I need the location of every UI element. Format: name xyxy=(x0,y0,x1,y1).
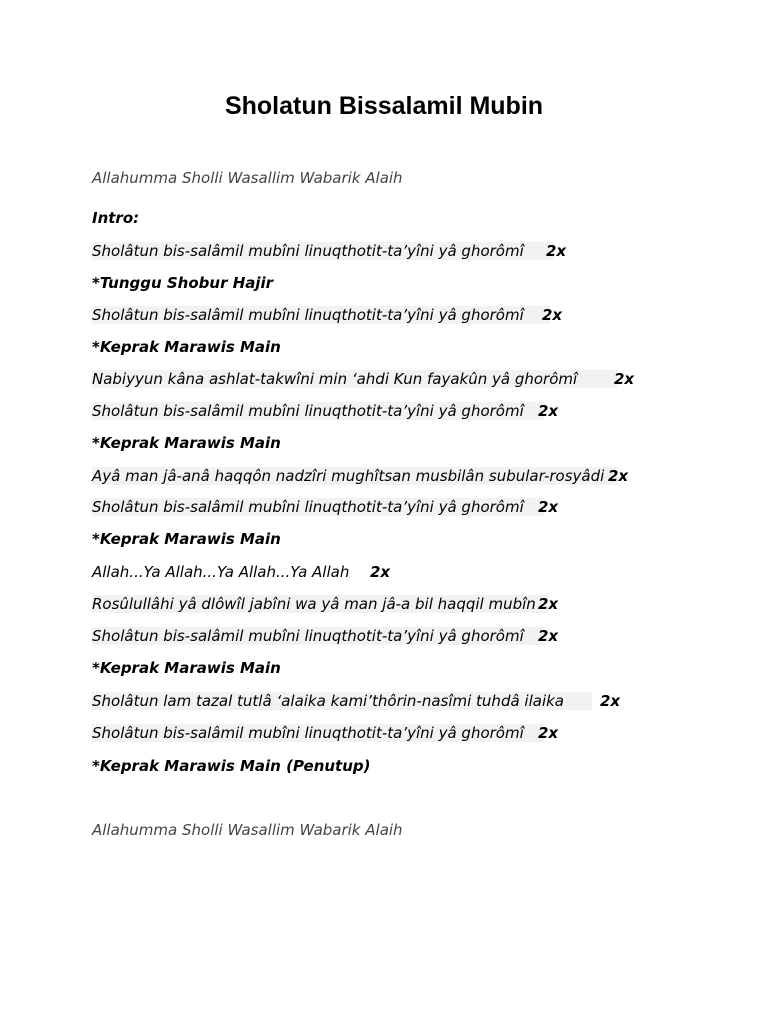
lyric-line xyxy=(92,401,559,421)
lyric-line xyxy=(92,305,563,325)
performance-note: *Keprak Marawis Main xyxy=(92,434,281,452)
lyric-line xyxy=(92,626,559,646)
lyric-line xyxy=(92,369,635,389)
performance-note: *Keprak Marawis Main xyxy=(92,659,281,677)
repeat-count: 2x xyxy=(542,306,563,324)
repeat-count: 2x xyxy=(538,724,559,742)
lyric-text: Sholâtun lam tazal tutlâ ‘alaika kami’thôrin-nasîmi tuhdâ ilaika xyxy=(92,692,592,710)
repeat-count: 2x xyxy=(546,242,567,260)
lyric-line xyxy=(92,723,559,743)
lyric-line xyxy=(92,241,567,261)
repeat-count: 2x xyxy=(538,498,559,516)
lyric-line xyxy=(92,691,621,711)
repeat-count: 2x xyxy=(614,370,635,388)
closing-invocation: Allahumma Sholli Wasallim Wabarik Alaih xyxy=(92,821,403,839)
performance-note: *Keprak Marawis Main xyxy=(92,530,281,548)
lyric-text: Nabiyyun kâna ashlat-takwîni min ‘ahdi Kun fayakûn yâ ghorômî xyxy=(92,370,617,388)
lyric-text: Sholâtun bis-salâmil mubîni linuqthotit-ta’yîni yâ ghorômî xyxy=(92,724,544,742)
performance-note: *Tunggu Shobur Hajir xyxy=(92,274,274,292)
repeat-count: 2x xyxy=(538,402,559,420)
performance-note: *Keprak Marawis Main xyxy=(92,338,281,356)
closing-note: *Keprak Marawis Main (Penutup) xyxy=(92,757,371,775)
lyric-line xyxy=(92,466,629,486)
lyric-text: Sholâtun bis-salâmil mubîni linuqthotit-ta’yîni yâ ghorômî xyxy=(92,306,550,324)
repeat-count: 2x xyxy=(370,563,391,581)
repeat-count: 2x xyxy=(608,467,629,485)
lyric-text: Sholâtun bis-salâmil mubîni linuqthotit-ta’yîni yâ ghorômî xyxy=(92,402,544,420)
lyric-text: Rosûlullâhi yâ dlôwîl jabîni wa yâ man jâ-a bil haqqil mubîn xyxy=(92,595,548,613)
lyric-text: Sholâtun bis-salâmil mubîni linuqthotit-ta’yîni yâ ghorômî xyxy=(92,498,544,516)
lyric-line xyxy=(92,562,391,582)
document-title: Sholatun Bissalamil Mubin xyxy=(224,92,544,120)
repeat-count: 2x xyxy=(538,595,559,613)
lyric-line xyxy=(92,594,559,614)
lyric-line xyxy=(92,497,559,517)
lyric-text: Sholâtun bis-salâmil mubîni linuqthotit-ta’yîni yâ ghorômî xyxy=(92,242,554,260)
lyric-text: Sholâtun bis-salâmil mubîni linuqthotit-ta’yîni yâ ghorômî xyxy=(92,627,544,645)
lyric-text: Ayâ man jâ-anâ haqqôn nadzîri mughîtsan musbilân subular-rosyâdi xyxy=(92,467,618,485)
intro-label: Intro: xyxy=(92,209,140,227)
repeat-count: 2x xyxy=(600,692,621,710)
opening-invocation: Allahumma Sholli Wasallim Wabarik Alaih xyxy=(92,169,403,187)
lyric-text: Allah...Ya Allah...Ya Allah...Ya Allah xyxy=(92,563,350,581)
repeat-count: 2x xyxy=(538,627,559,645)
